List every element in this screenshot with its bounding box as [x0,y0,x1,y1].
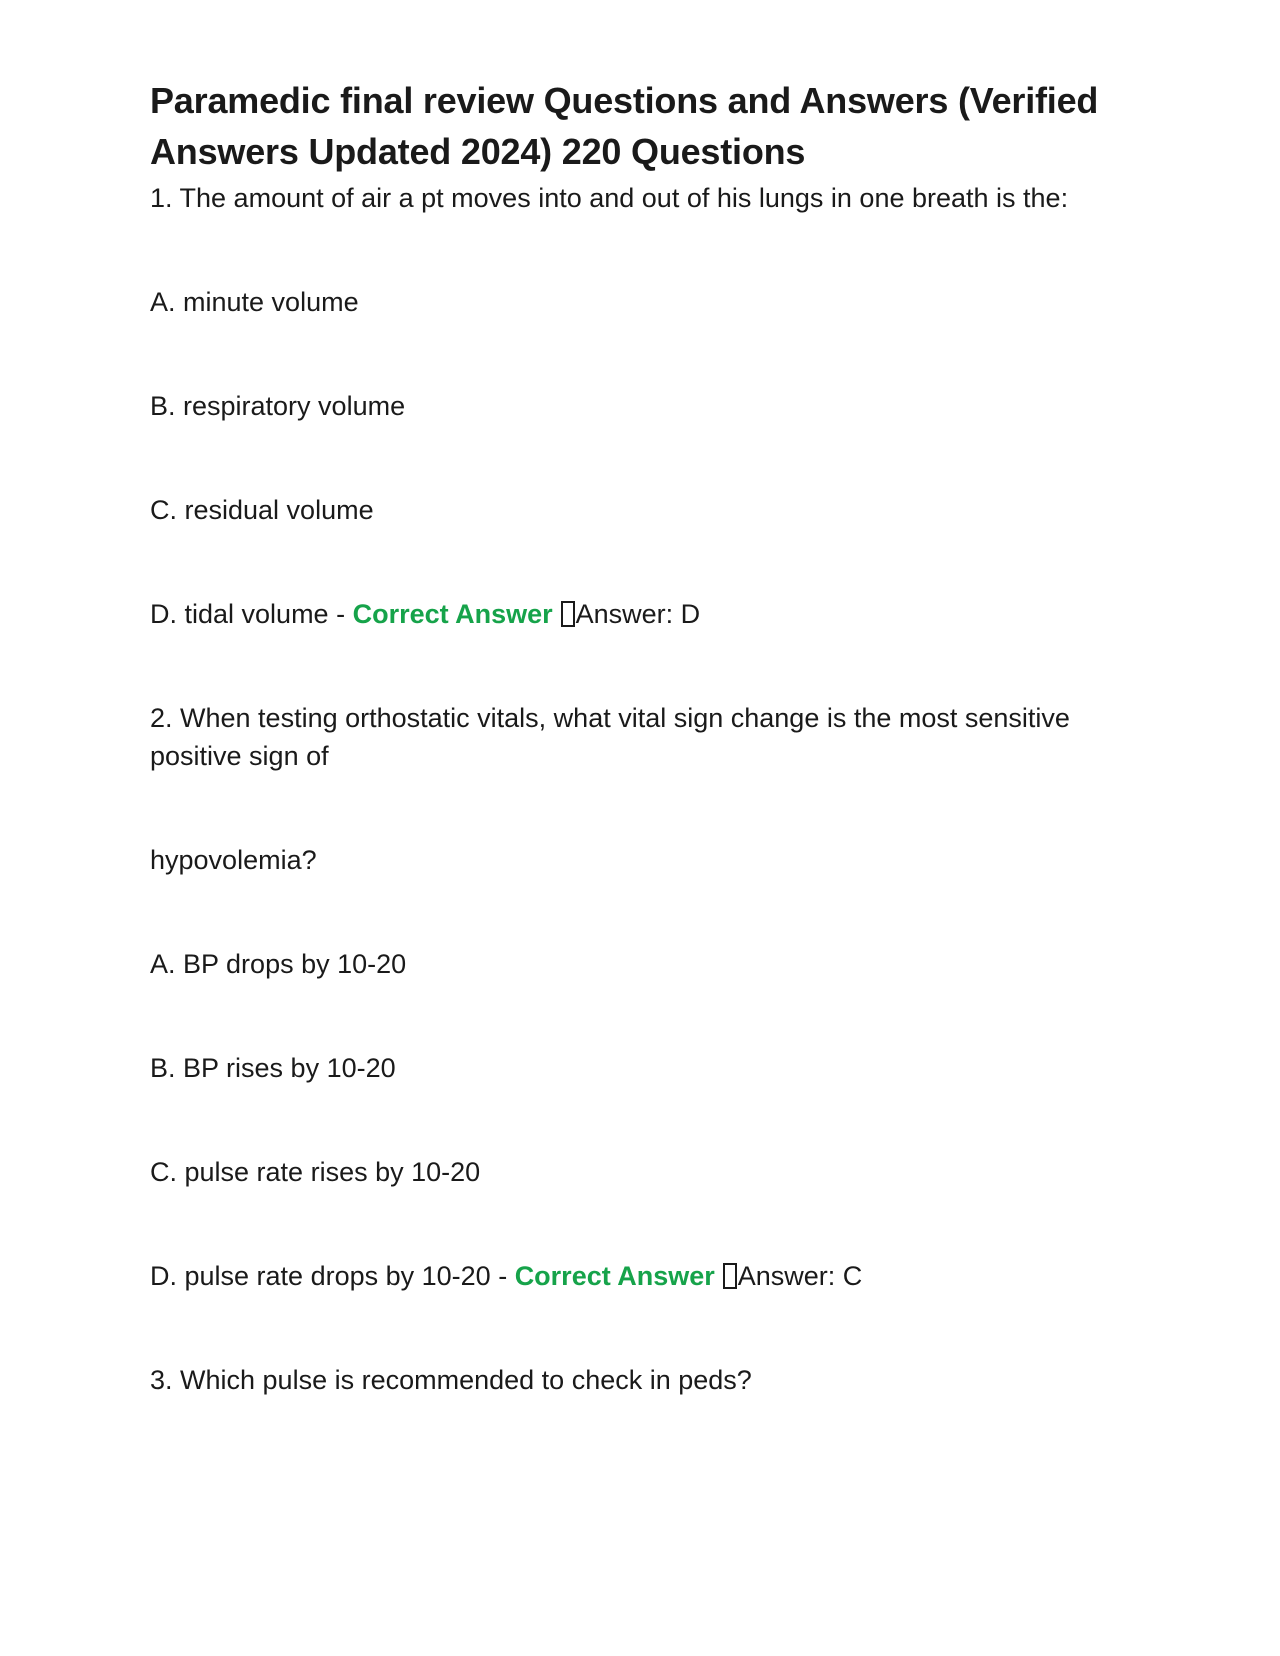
q2-option-d-text: D. pulse rate drops by 10-20 - [150,1261,515,1291]
correct-answer-label: Correct Answer [514,1261,715,1291]
q2-option-c: C. pulse rate rises by 10-20 [150,1157,481,1187]
q2-answer: Answer: C [737,1261,863,1291]
q1-option-d-text: D. tidal volume - [150,599,353,629]
question-1: 1. The amount of air a pt moves into and out of his lungs in one breath is the: [150,183,1069,213]
correct-answer-label: Correct Answer [352,599,553,629]
q1-option-d [150,595,1130,633]
q2-option-a: A. BP drops by 10-20 [150,949,407,979]
question-3: 3. Which pulse is recommended to check in peds? [150,1365,752,1395]
question-2: 2. When testing orthostatic vitals, what vital sign change is the most sensitive positive sign of [150,703,1078,771]
document-page [150,75,1130,1399]
document-title: Paramedic final review Questions and Answers (Verified Answers Updated 2024) 220 Questions [150,80,1099,172]
q1-option-c: C. residual volume [150,495,374,525]
missing-glyph-icon [723,1263,737,1289]
q1-answer: Answer: D [575,599,701,629]
question-2-continued: hypovolemia? [150,845,317,875]
q1-option-a: A. minute volume [150,287,359,317]
missing-glyph-icon [561,601,575,627]
q1-option-b: B. respiratory volume [150,391,406,421]
q2-option-b: B. BP rises by 10-20 [150,1053,396,1083]
q2-option-d [150,1257,1130,1295]
